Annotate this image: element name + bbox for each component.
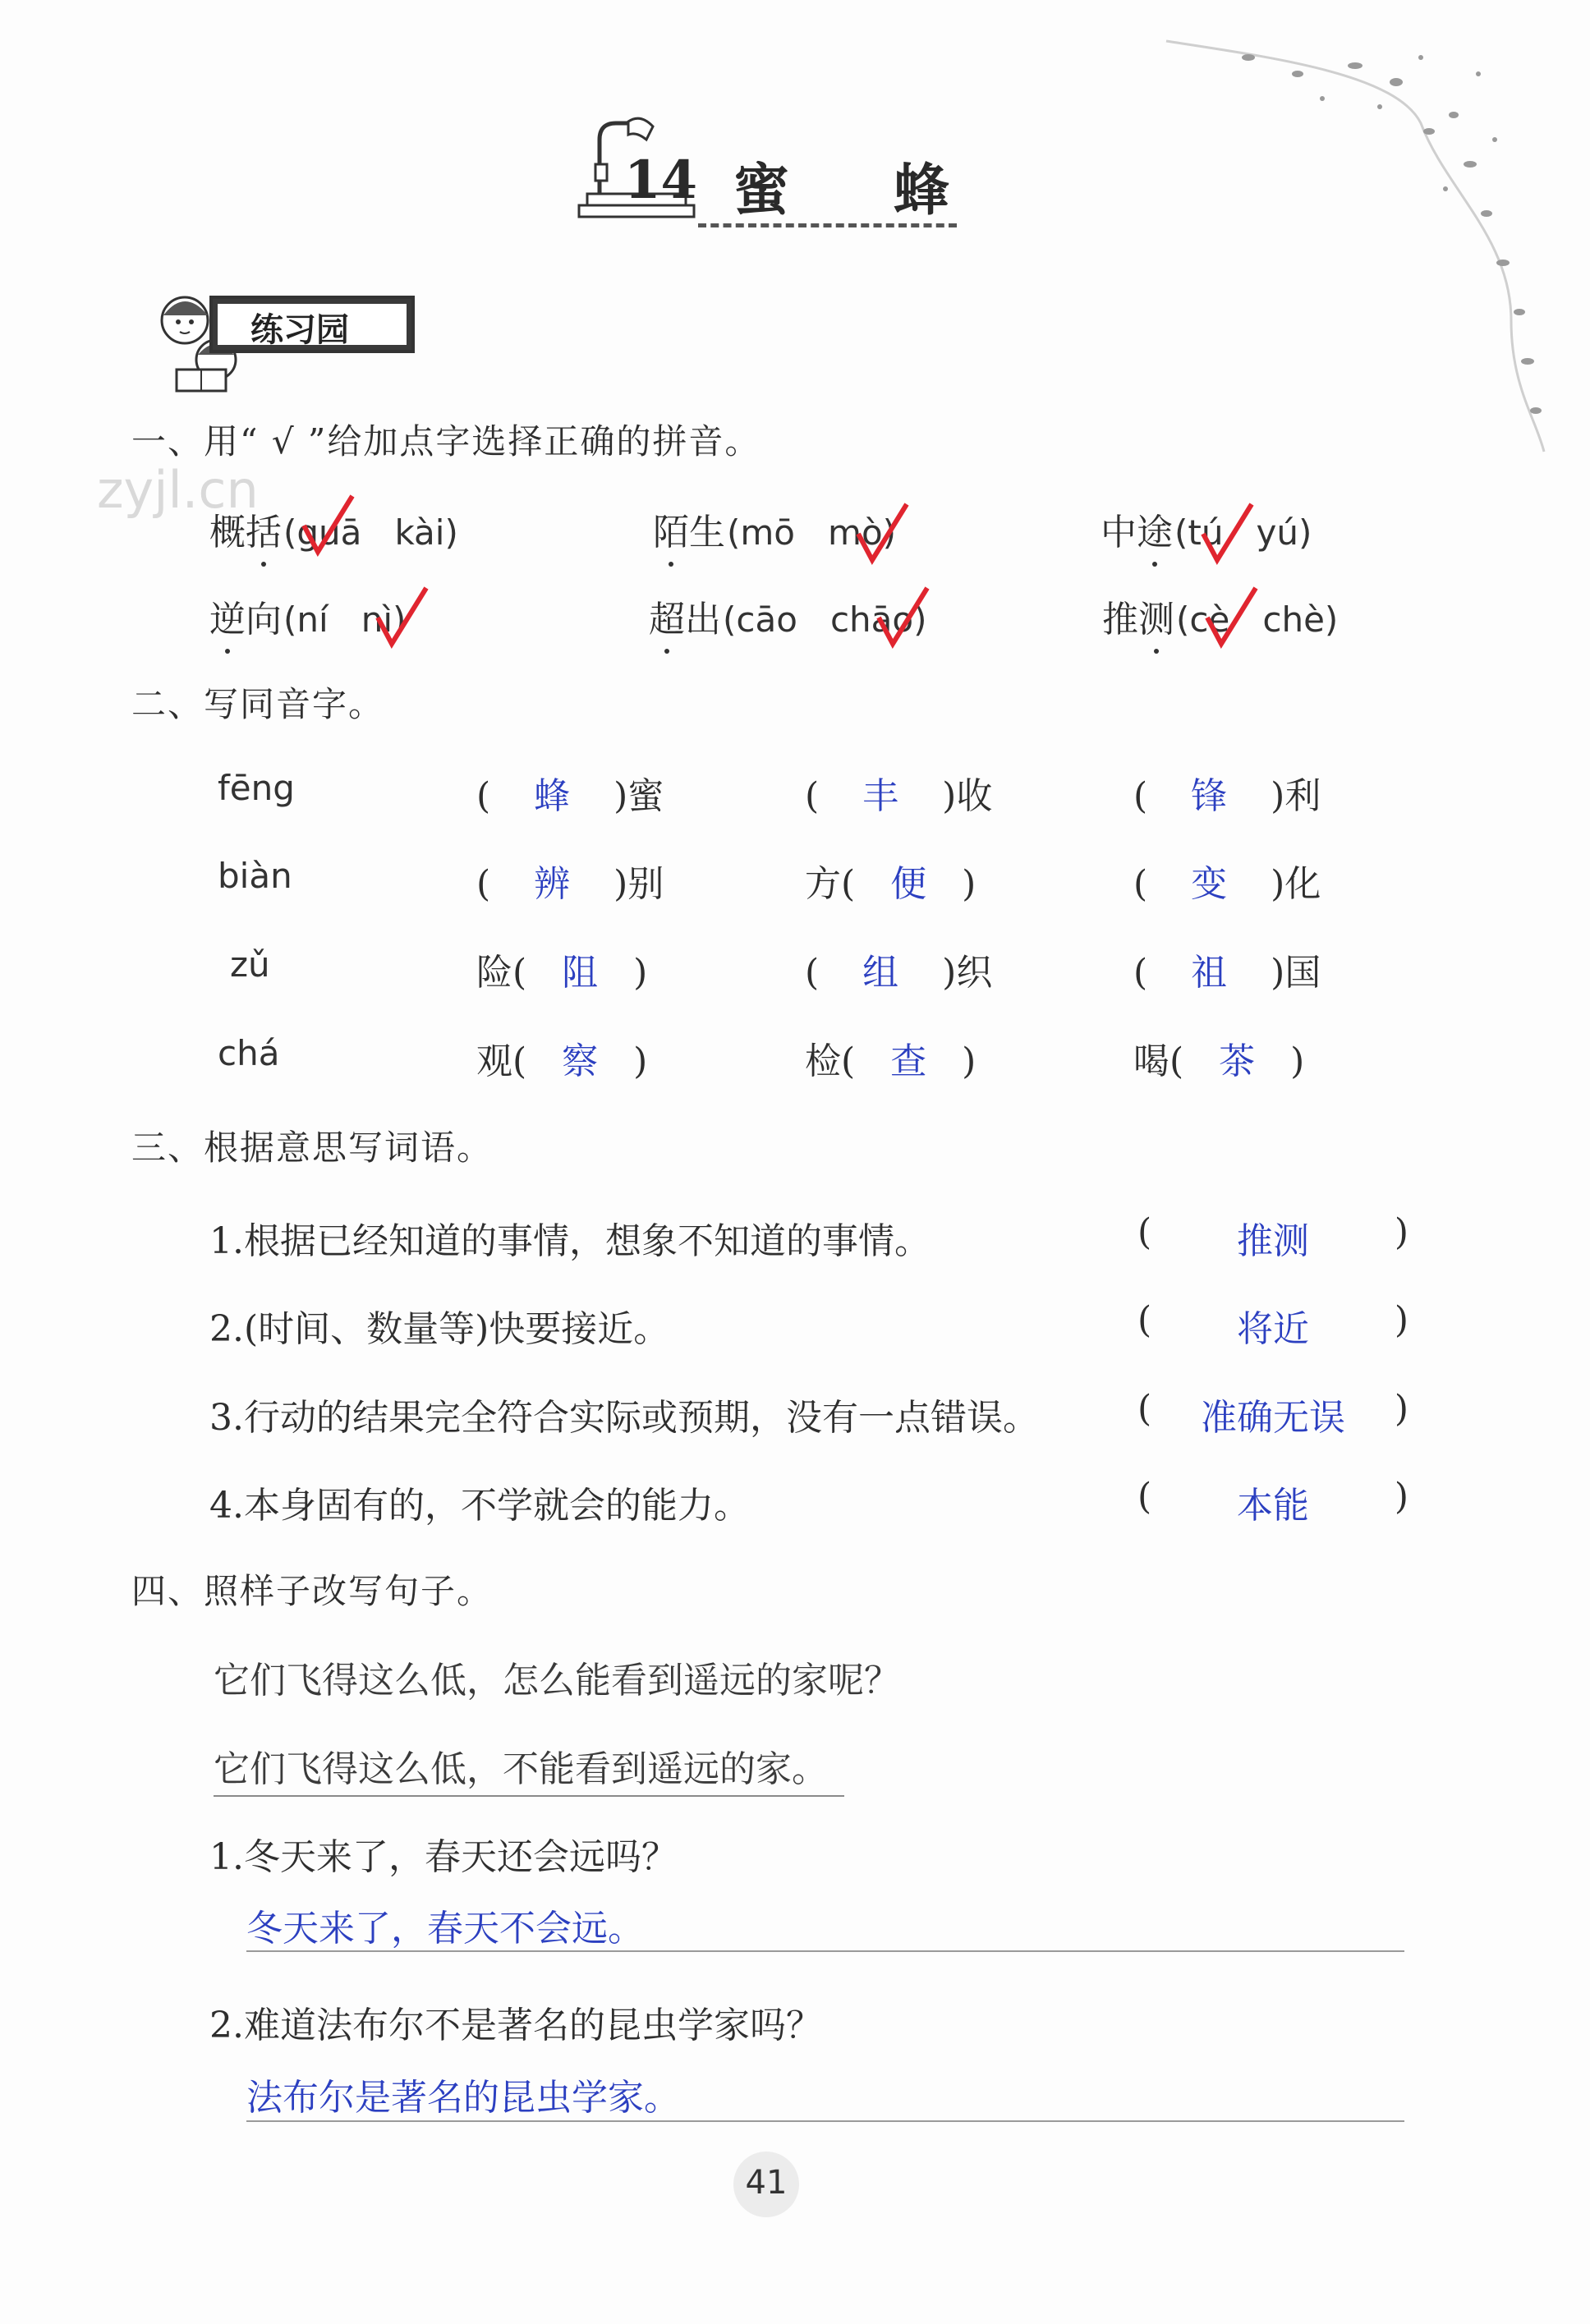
q2-cell: 喝( 茶 ) <box>1133 1040 1305 1082</box>
check-mark-icon <box>875 585 932 650</box>
q2-cell: 方( 便 ) <box>805 863 977 905</box>
q4-item-2-line <box>246 2120 1404 2122</box>
q1-item-5: 超出(cāo chāo) <box>649 590 927 642</box>
q1-item-6: 推测(cè chè) <box>1102 590 1338 642</box>
q2-cell: ( 祖 )国 <box>1133 952 1321 994</box>
lesson-title-char2: 蜂 <box>894 158 950 223</box>
practice-badge <box>209 296 415 353</box>
practice-badge-label: 练习园 <box>250 311 349 349</box>
q1-item-1-options: (guā kài) <box>283 512 458 553</box>
check-mark-icon <box>300 493 357 558</box>
check-mark-icon <box>854 501 912 567</box>
q4-item-2-question: 2.难道法布尔不是著名的昆虫学家吗？ <box>209 2005 822 2046</box>
q4-item-1-answer: 冬天来了，春天不会远。 <box>246 1908 644 1950</box>
q2-pinyin: chá <box>218 1033 280 1073</box>
q3-item-4-answer: ( 本能 ) <box>1137 1476 1408 1527</box>
check-mark-icon <box>374 585 431 650</box>
leaf-decoration <box>1150 25 1560 468</box>
q2-cell: ( 变 )化 <box>1133 863 1321 905</box>
q3-item-2-text: 2.(时间、数量等)快要接近。 <box>209 1308 670 1350</box>
q2-cell: ( 锋 )利 <box>1133 775 1321 817</box>
q3-item-4-text: 4.本身固有的，不学就会的能力。 <box>209 1485 750 1527</box>
q4-item-1-question: 1.冬天来了，春天还会远吗？ <box>209 1836 678 1878</box>
title-dashed-line <box>698 223 957 227</box>
q4-heading: 四、照样子改写句子。 <box>131 1571 494 1611</box>
q2-cell: ( 辨 )别 <box>476 863 664 905</box>
q3-item-1-text: 1.根据已经知道的事情，想象不知道的事情。 <box>209 1220 931 1262</box>
q1-item-1-word: 概括 <box>209 512 282 553</box>
q3-item-2-answer: ( 将近 ) <box>1137 1299 1408 1350</box>
lesson-title-char1: 蜜 <box>733 158 790 223</box>
q1-heading: 一、用“ √ ”给加点字选择正确的拼音。 <box>131 421 761 462</box>
q4-example-question: 它们飞得这么低，怎么能看到遥远的家呢？ <box>214 1660 900 1702</box>
q2-cell: ( 组 )织 <box>805 952 993 994</box>
q3-item-3-text: 3.行动的结果完全符合实际或预期，没有一点错误。 <box>209 1397 1039 1439</box>
q2-cell: ( 蜂 )蜜 <box>476 775 664 817</box>
q2-pinyin: zǔ <box>230 944 270 985</box>
watermark: zyjl.cn <box>97 460 259 520</box>
check-mark-icon <box>1199 501 1257 567</box>
q1-item-4: 逆向(ní nì) <box>209 590 406 642</box>
q1-item-3: 中途(tú yú) <box>1101 503 1312 555</box>
q4-item-2-answer: 法布尔是著名的昆虫学家。 <box>246 2077 680 2119</box>
q2-heading: 二、写同音字。 <box>131 684 385 724</box>
q4-item-1-line <box>246 1950 1404 1952</box>
lesson-number: 14 <box>624 149 698 211</box>
q2-cell: 险( 阻 ) <box>476 952 648 994</box>
q3-item-1-answer: ( 推测 ) <box>1137 1211 1408 1262</box>
q2-cell: 观( 察 ) <box>476 1040 648 1082</box>
page-number: 41 <box>745 2164 788 2202</box>
q4-example-answer: 它们飞得这么低，不能看到遥远的家。 <box>214 1739 844 1797</box>
q2-cell: 检( 查 ) <box>805 1040 977 1082</box>
q1-item-2: 陌生(mō mò) <box>653 503 896 555</box>
q2-pinyin: fēng <box>218 768 295 808</box>
q3-item-3-answer: ( 准确无误 ) <box>1137 1388 1408 1439</box>
check-mark-icon <box>1203 585 1261 650</box>
q2-pinyin: biàn <box>218 856 292 896</box>
q3-heading: 三、根据意思写词语。 <box>131 1128 494 1168</box>
q2-cell: ( 丰 )收 <box>805 775 993 817</box>
